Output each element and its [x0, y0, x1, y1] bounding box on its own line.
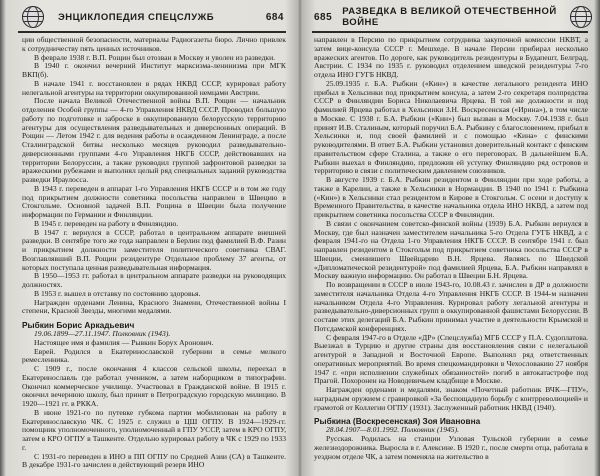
paragraph: Русская. Родилась на станции Узловая Тульской губернии в семье железнодорожника. Выросла в г. Алексине. В 1920 г., после смерти отца, работала в уездном отделе ЧК, а затем поменяла на жительство в: [314, 434, 588, 461]
paragraph: 25.09.1935 г. Б.А. Рыбкин («Кин») в качестве легального резидента ИНО прибыл в Хельсинки под прикрытием консула, а затем 2-го секретаря полпредства СССР в Финляндии Бориса Николаевича Ярцева. В той же должности и под фамилией Ярцева работал в Хельсинки З.Н. Воскресенская («Ирина»), в том числе в Москве. С 1938 г. Б.А. Рыбкин («Кин») был вызван в Москву. 7.04.1938 г. был принят И.В. Сталиным, который поручил Б.А. Рыбкину с благословением, прибыл в Хельсинки и, под своей фамилией и с помощью «Кина» с финскими руководителями. В ответ Б.А. Рыбкин установил доверительный контакт с финским правительством сфере Сталина, а также о его переговорах. В дальнейшем Б.А. Рыбкин выехал в Финляндию, предложив ей уступку Финляндию ряд островов и территорию в связи с политическим давлением союзников.: [314, 78, 588, 176]
bio-dates: 28.04.1907—8.01.1992. Полковник (1945).: [326, 425, 460, 435]
paragraph: В июне 1921-го по путевке губкома партии мобилизован на работу в Екатеринославскую ЧК. С 1925 г. служил в ЦШ ОГПУ. В 1924—1929-гг. помощник уполномоченного, уполномоченный в ГПУ УССР, затем в КРО ОГПУ, затем в КРО ОГПУ в Ташкенте. Отдельно курировал работу в ЧК с 1929 по 1933 г.: [22, 407, 286, 452]
bio-heading: Рыбкин Борис Аркадьевич: [22, 320, 135, 330]
paragraph: Награжден орденами Ленина, Красного Знамени, Отечественной войны I степени, Красной Звезды, многими медалями.: [22, 297, 286, 316]
paragraph: В 1947 г. вернулся в СССР, работал в центральном аппарате внешней разведки. В сентябре того же года направлен в Берлин под фамилией В.Ф. Разин и прикрытием должности заместителя политического советника СВАГ. Возглавлявший В.П. Рощин резидентуре Отдельное проблему 37 агенты, от которых поступала ценная разведывательная информация.: [22, 227, 286, 272]
running-header-right: [312, 3, 588, 33]
paragraph: После начала Великой Отечественной войны В.П. Рощин — начальник отделения Особой группы — 4-го Управления НКВД СССР. Проводил большую работу по подготовке и заброске в оккупированную белорусскую территорию агентуры для осуществления разведывательных и диверсионных операций. В Рощин — Летом 1942 г. для ведения работы в осажденном Ленинграде, а после Сталинградской битвы несколько месяцев руководил разведывательно-диверсионными группами 4-го Управления НКГБ СССР, действовавших на территории Белоруссии, а также руководил группой зафронтовой разведки за вражескими рубежами и выполнял целый ряд специальных заданий руководства разведки Ираулосса.: [22, 96, 286, 184]
paragraph: С февраля 1947-го в Отделе «ДР» (Спецслужба) МГБ СССР у П.А. Судоплатова. Выезжал в Турцию и другие страны для восстановления связи с нелегальной агентурой в Западной и Восточной Европе. Выполнял ряд ответственных оперативных мероприятий. Во время спецкомандировки в Чехословакию 27 ноября 1947 г. «при исполнении служебных обязанностей» погиб в автокатастрофе под Прагой. Похоронен на Новодевичьем кладбище в Москве.: [314, 332, 588, 386]
right-page: [300, 0, 600, 476]
paragraph: В феврале 1938 г. В.П. Рощин был отозван в Москву и уволен из разведки.: [34, 52, 276, 62]
paragraph: В 1953 г. вышел в отставку по состоянию здоровья.: [34, 288, 201, 298]
page-number: 684: [265, 11, 284, 23]
bio-dates: 19.06.1899—27.11.1947. Полковник (1943).: [34, 329, 171, 338]
bio-heading: Рыбкина (Воскресенская) Зоя Ивановна: [314, 416, 481, 427]
paragraph: В начале 1941 г. восстановлен в рядах НКВД СССР, курировал работу нелегальной агентуры на территории оккупированной немцами Австрии.: [22, 78, 286, 97]
paragraph: В 1940 г. окончил вечерний Институт марксизма-ленинизма при МГК ВКП(б).: [22, 61, 286, 79]
page-number: 685: [314, 11, 333, 23]
page-body-left: [22, 36, 286, 470]
paragraph: С 1909 г., после окончания 4 классов сельской школы, переехал в Екатеринославль где работал учеником, а затем наборщиком в типографии. Окончил коммерческое училище. Участвовал в Гражданской войне. В 1915 г. окончил вечернюю школу, был принят в Петроградскую городскую милицию. В 1920—1921 гг. в РККА.: [22, 364, 286, 408]
page-body-right: [314, 36, 588, 461]
paragraph: ции общественной безопасности, материалы Радиогазеты бюро. Лично привлек к сотрудничеству пять ценных источников.: [22, 35, 286, 53]
paragraph: В связи с окончанием советско-финской войны (1939) Б.А. Рыбкин вернулся в Москву, где был назначен заместителем начальника 5-го Отдела ГУГБ НКВД, а с февраля 1941-го на Отдела 1-го Управления НКГБ СССР. В сентябре 1941 г. был направлен резидентом в Стокгольм под прикрытием советника посольства СССР в Швеции, сменившего Швейцарию В.Н. Ярцева. Являясь по Шведской «Дипломатической резидентурой» под фамилией Ярцева, Б.А. Рыбкин направлял в Москву важную информацию. Он работал в Швеции Б.Н. Ярцева.: [314, 218, 588, 281]
paragraph: Еврей. Родился в Екатеринославской губернии в семье мелкого ремесленника.: [22, 346, 286, 365]
paragraph: В 1950—1953 гг. работал в центральном аппарате разведки на руководящих должностях.: [22, 271, 286, 289]
paragraph: Награжден орденами и медалями, знаком «Почетный работник ВЧК—ГПУ», наградным оружием с гравировкой «За беспощадную борьбу с контрреволюцией» и грамотой от Коллегии ОГПУ (1931). Заслуженный работник НКВД (1940).: [314, 385, 588, 412]
running-title: РАЗВЕДКА В ВЕЛИКОЙ ОТЕЧЕСТВЕННОЙ ВОЙНЕ: [342, 6, 557, 28]
paragraph: По возвращении в СССР в июле 1943-го, 10.08.43 г. зачислен в ДР в должности заместителя начальника Отдела 4-го Управления НКГБ СССР. В 1944-м назначен начальником Отдела 4-го Управления. Курировал работу легальной агентуры и разведывательно-диверсионных групп в оккупированной фашистами Белоруссии. В составе этих делегаций Б.А. Рыбкин принимал участие в деятельности Крымской и Потсдамской конференциях.: [314, 280, 588, 333]
paragraph: Настоящее имя и фамилия — Рывкин Борух Аронович.: [34, 337, 214, 347]
running-title: ЭНЦИКЛОПЕДИЯ СПЕЦСЛУЖБ: [58, 11, 215, 23]
paragraph: С 1931-го переведен в ИНО в ПП ОГПУ по Средней Азии (СА) в Ташкенте. В декабре 1931-го зачислен в действующий резерв ИНО: [22, 451, 286, 470]
paragraph: В 1945 г. переведен на работу в Финляндию.: [34, 218, 179, 228]
paragraph: направлен в Персию по прикрытием сотрудника закупочной комиссии НКВТ, а затем вице-консула СССР г. Мешхеде. В начале Персии прибирал несколько вражеских агентов. По дороге, как руководитель резидентуры в Будапешт, Белград, Австрии. С 1934 по 1935 г. руководил отделением шведской резидентуры 7-го отдела ИНО ГУГБ НКВД.: [314, 35, 588, 79]
running-header-left: [18, 3, 286, 33]
paragraph: В 1943 г. переведен в аппарат 1-го Управления НКГБ СССР и в том же году под прикрытием должности советника посольства направлен в Швецию в Стокгольме. Основной задачей В.П. Рощина в Швеции была получение информации по Германии и Финляндии.: [22, 183, 286, 219]
paragraph: В августе 1939 г. Б.А. Рыбкин резидентом в Финляндии при ходе работы, а также в Карелии, а также в Хельсинки в Нормандии. В 1940 по 1941 г. Рыбкина («Кин») в Хельсинки стал резидентом в Кирове в Стокгольм. С осени и доступу к Временного Правительства, в качестве начальника отдела ИНО НКВД, а затем под прикрытием советника посольства СССР в Финляндии.: [314, 175, 588, 219]
